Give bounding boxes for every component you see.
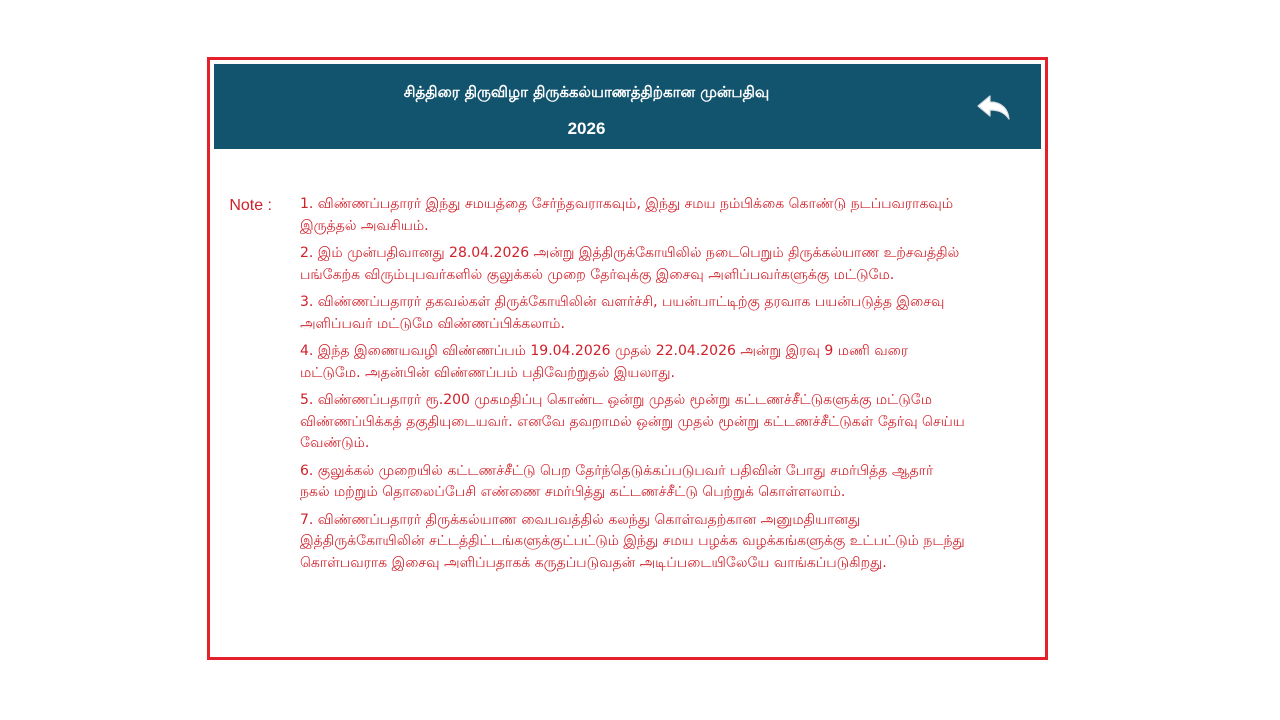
page-year: 2026 bbox=[567, 119, 606, 138]
note-item: 2. இம் முன்பதிவானது 28.04.2026 அன்று இத்திருக்கோயிலில் நடைபெறும் திருக்கல்யாண உற்சவத்தில் பங்கேற்க விரும்புபவர்களில் குலுக்கல் முறை தேர்வுக்கு இசைவு அளிப்பவர்களுக்கு மட்டுமே. bbox=[300, 245, 960, 283]
note-list bbox=[300, 194, 965, 580]
note-item: 1. விண்ணப்பதாரர் இந்து சமயத்தை சேர்ந்தவராகவும், இந்து சமய நம்பிக்கை கொண்டு நடப்பவராகவும் இருத்தல் அவசியம். bbox=[300, 196, 954, 234]
note-label: Note : bbox=[229, 197, 272, 214]
note-item: 7. விண்ணப்பதாரர் திருக்கல்யாண வைபவத்தில் கலந்து கொள்வதற்கான அனுமதியானது இத்திருக்கோயிலின் சட்டத்திட்டங்களுக்குட்பட்டும் இந்து சமய பழக்க வழக்கங்களுக்கு உட்பட்டும் நடந்து கொள்பவராக இசைவு அளிப்பதாகக் கருதப்படுவதன் அடிப்படையிலேயே வாங்கப்படுகிறது. bbox=[300, 511, 965, 571]
header-bar bbox=[214, 64, 1041, 149]
reply-arrow-icon bbox=[977, 94, 1011, 120]
note-item: 3. விண்ணப்பதாரர் தகவல்கள் திருக்கோயிலின் வளர்ச்சி, பயன்பாட்டிற்கு தரவாக பயன்படுத்த இசைவு அளிப்பவர் மட்டுமே விண்ணப்பிக்கலாம். bbox=[300, 294, 945, 332]
note-item: 4. இந்த இணையவழி விண்ணப்பம் 19.04.2026 முதல் 22.04.2026 அன்று இரவு 9 மணி வரை மட்டுமே. அதன்பின் விண்ணப்பம் பதிவேற்றுதல் இயலாது. bbox=[300, 343, 909, 381]
note-item: 5. விண்ணப்பதாரர் ரூ.200 முகமதிப்பு கொண்ட ஒன்று முதல் மூன்று கட்டணச்சீட்டுகளுக்கு மட்டுமே விண்ணப்பிக்கத் தகுதியுடையவர். எனவே தவறாமல் ஒன்று முதல் மூன்று கட்டணச்சீட்டுகள் தேர்வு செய்ய வேண்டும். bbox=[300, 392, 965, 451]
back-button[interactable] bbox=[977, 94, 1011, 120]
notice-frame bbox=[207, 57, 1048, 660]
note-item: 6. குலுக்கல் முறையில் கட்டணச்சீட்டு பெற தேர்ந்தெடுக்கப்படுபவர் பதிவின் போது சமர்பித்த ஆதார் நகல் மற்றும் தொலைப்பேசி எண்ணை சமர்பித்து கட்டணச்சீட்டு பெற்றுக் கொள்ளலாம். bbox=[300, 462, 934, 500]
page-title: சித்திரை திருவிழா திருக்கல்யாணத்திற்கான முன்பதிவு bbox=[403, 83, 770, 101]
